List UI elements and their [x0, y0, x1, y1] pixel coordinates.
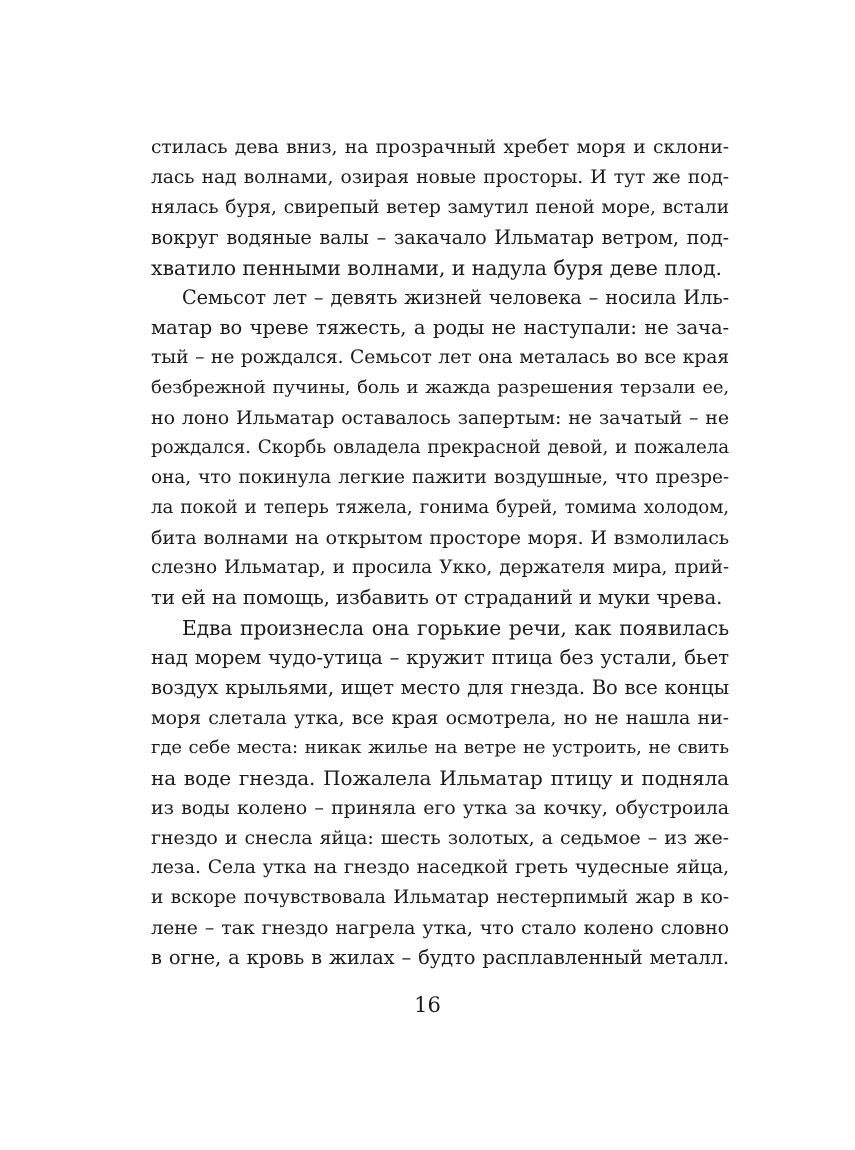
- text-line: лене – так гнездо нагрела утка, что стало колено словно: [151, 917, 729, 939]
- text-line: она, что покинула легкие пажити воздушные, что презре-: [151, 467, 729, 488]
- text-line: безбрежной пучины, боль и жажда разрешения терзали ее,: [151, 377, 729, 398]
- text-line: хватило пенными волнами, и надула буря деве плод.: [151, 256, 722, 280]
- text-line: ти ей на помощь, избавить от страданий и муки чрева.: [151, 586, 723, 609]
- text-line: слезно Ильматар, и просила Укко, держателя мира, прий-: [151, 557, 729, 578]
- text-line: Семьсот лет – девять жизней человека – носила Иль-: [182, 286, 729, 309]
- text-line: гнездо и снесла яйца: шесть золотых, а седьмое – из же-: [151, 827, 729, 849]
- text-line: рождался. Скорбь овладела прекрасной девой, и пожалела: [151, 437, 729, 458]
- text-line: где себе места: никак жилье на ветре не устроить, не свить: [151, 737, 729, 758]
- text-line: моря слетала утка, все края осмотрела, но не нашла ни-: [151, 707, 729, 729]
- text-line: на воде гнезда. Пожалела Ильматар птицу и подняла: [151, 766, 729, 790]
- text-line: матар во чреве тяжесть, а роды не наступали: не зача-: [151, 316, 729, 339]
- text-line: и вскоре почувствовала Ильматар нестерпимый жар в ко-: [151, 887, 729, 908]
- body-text: [151, 133, 729, 973]
- text-line: ла покой и теперь тяжела, гонима бурей, томима холодом,: [151, 497, 729, 518]
- text-line: в огне, а кровь в жилах – будто расплавленный металл.: [151, 946, 729, 969]
- text-line: Едва произнесла она горькие речи, как появилась: [182, 616, 729, 640]
- text-line: из воды колено – приняла его утка за кочку, обустроила: [151, 797, 729, 819]
- text-line: вокруг водяные валы – закачало Ильматар ветром, под-: [151, 226, 729, 249]
- text-line: бита волнами на открытом просторе моря. И взмолилась: [151, 527, 729, 549]
- text-line: лась над волнами, озирая новые просторы. И тут же под-: [151, 167, 729, 188]
- text-line: леза. Села утка на гнездо наседкой греть чудесные яйца,: [151, 857, 729, 878]
- text-line: нялась буря, свирепый ветер замутил пеной море, встали: [151, 197, 729, 218]
- text-line: стилась дева вниз, на прозрачный хребет моря и склони-: [151, 137, 729, 158]
- text-line: над морем чудо-утица – кружит птица без устали, бьет: [151, 646, 729, 669]
- text-line: тый – не рождался. Семьсот лет она металась во все края: [151, 347, 729, 368]
- text-line: но лоно Ильматар оставалось запертым: не зачатый – не: [151, 407, 729, 429]
- page-number: 16: [414, 993, 441, 1017]
- text-line: воздух крыльями, ищет место для гнезда. Во все концы: [151, 676, 729, 699]
